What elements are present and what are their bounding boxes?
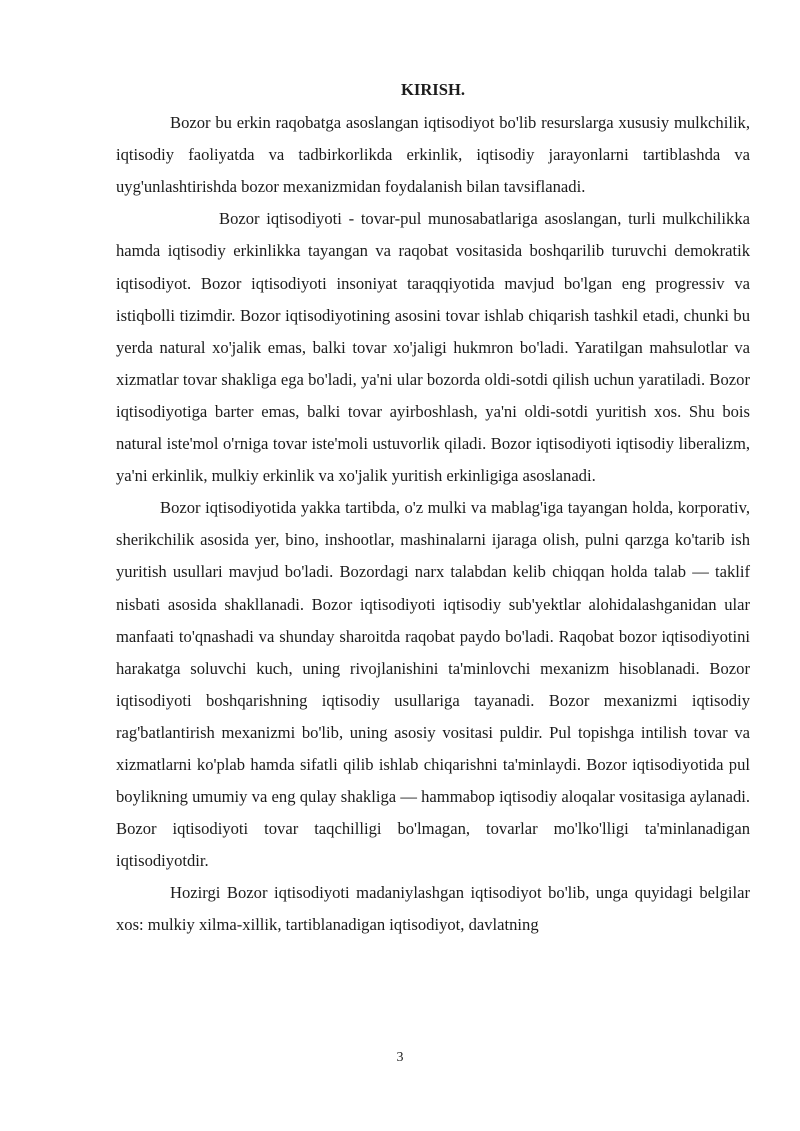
paragraph-intro: Bozor bu erkin raqobatga asoslangan iqtisodiyot bo'lib resurslarga xususiy mulkchilik, iqtisodiy faoliyatda va tadbirkorlikda erkinlik, iqtisodiy jarayonlarni tartiblashda va uyg'unlashtirishda bozor mexanizmidan foydalanish bilan tavsiflanadi. bbox=[116, 113, 750, 197]
page-number: 3 bbox=[396, 1050, 404, 1065]
paragraph-definition: Bozor iqtisodiyoti - tovar-pul munosabatlariga asoslangan, turli mulkchilikka hamda iqtisodiy erkinlikka tayangan va raqobat vositasida boshqarilib turuvchi demokratik iqtisodiyot. Bozor iqtisodiyoti insoniyat taraqqiyotida mavjud bo'lgan eng progressiv va istiqbolli tizimdir. Bozor iqtisodiyotining asosini tovar ishlab chiqarish tashkil etadi, chunki bu yerda natural xo'jalik emas, balki tovar xo'jaligi hukmron bo'ladi. Yaratilgan mahsulotlar va xizmatlar tovar shakliga ega bo'ladi, ya'ni ular bozorda oldi-sotdi qilish uchun yaratiladi. Bozor iqtisodiyotiga barter emas, balki tovar ayirboshlash, ya'ni oldi-sotdi yuritish xos. Shu bois natural iste'mol o'rniga tovar iste'moli ustuvorlik qiladi. Bozor iqtisodiyoti iqtisodiy liberalizm, ya'ni erkinlik, mulkiy erkinlik va xo'jalik yuritish erkinligiga asoslanadi. bbox=[116, 209, 750, 486]
paragraph-methods: Bozor iqtisodiyotida yakka tartibda, o'z mulki va mablag'iga tayangan holda, korporativ, sherikchilik asosida yer, bino, inshootlar, mashinalarni ijaraga olish, pulni qarzga ko'tarib ish yuritish usullari mavjud bo'ladi. Bozordagi narx talabdan kelib chiqqan holda talab — taklif nisbati asosida shakllanadi. Bozor iqtisodiyoti iqtisodiy sub'yektlar alohidalashganidan ular manfaati to'qnashadi va shunday sharoitda raqobat paydo bo'ladi. Raqobat bozor iqtisodiyotini harakatga soluvchi kuch, uning rivojlanishini ta'minlovchi mexanizm hisoblanadi. Bozor iqtisodiyoti boshqarishning iqtisodiy usullariga tayanadi. Bozor mexanizmi iqtisodiy rag'batlantirish mexanizmi bo'lib, uning asosiy vositasi puldir. Pul topishga intilish tovar va xizmatlarni ko'plab hamda sifatli qilib ishlab chiqarishni ta'minlaydi. Bozor iqtisodiyotida pul boylikning umumiy va eng qulay shakliga — hammabop iqtisodiy aloqalar vositasiga aylanadi. Bozor iqtisodiyoti tovar taqchilligi bo'lmagan, tovarlar mo'lko'lligi ta'minlanadigan iqtisodiyotdir. bbox=[116, 498, 750, 871]
paragraph-modern: Hozirgi Bozor iqtisodiyoti madaniylashgan iqtisodiyot bo'lib, unga quyidagi belgilar xos: mulkiy xilma-xillik, tartiblanadigan iqtisodiyot, davlatning bbox=[116, 883, 750, 935]
section-title: KIRISH. bbox=[400, 80, 466, 99]
page-content bbox=[116, 74, 750, 942]
